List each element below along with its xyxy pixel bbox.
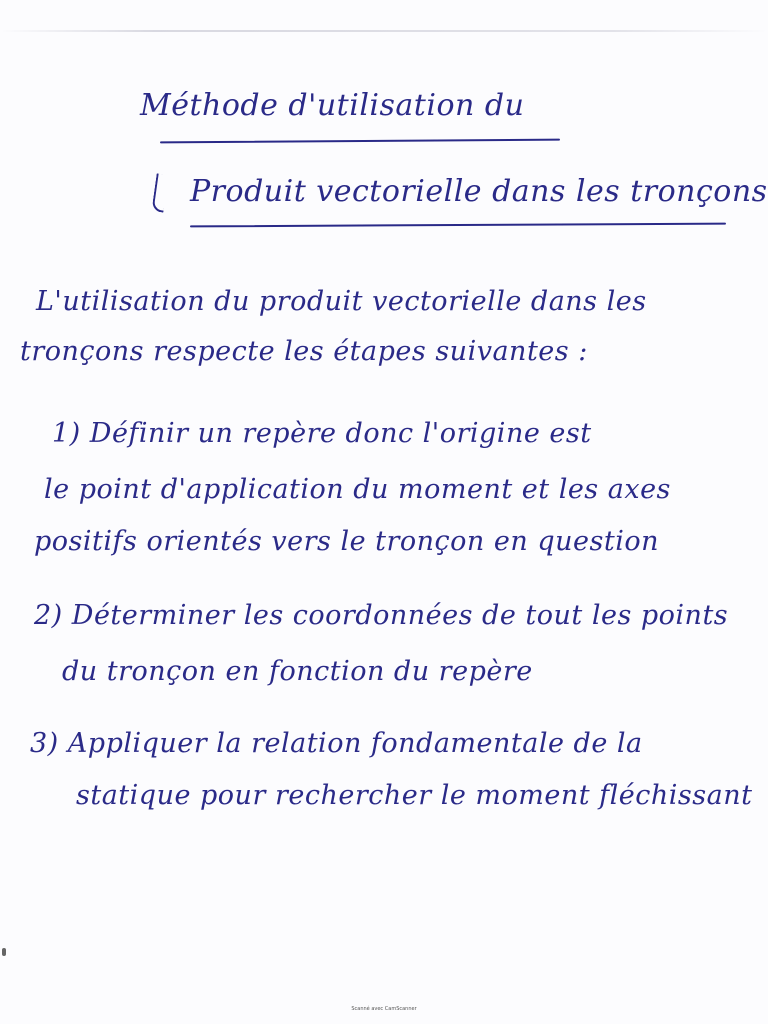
step-2-line-2: du tronçon en fonction du repère: [62, 656, 533, 687]
intro-line-2: tronçons respecte les étapes suivantes :: [20, 336, 588, 367]
step-2-line-1: 2) Déterminer les coordonnées de tout les points: [34, 600, 729, 631]
intro-line-1: L'utilisation du produit vectorielle dans les: [36, 286, 647, 317]
margin-mark: [2, 948, 6, 956]
step-1-line-1: 1) Définir un repère donc l'origine est: [52, 418, 592, 449]
title-underline-1: [160, 139, 560, 144]
step-3-line-1: 3) Appliquer la relation fondamentale de la: [30, 728, 643, 759]
step-1-line-2: le point d'application du moment et les axes: [44, 474, 671, 505]
step-3-line-2: statique pour rechercher le moment fléchissant: [76, 780, 753, 811]
title-hook-mark: [151, 173, 168, 212]
title-line-1: Méthode d'utilisation du: [140, 88, 525, 123]
title-line-2: Produit vectorielle dans les tronçons: [190, 174, 768, 209]
title-underline-2: [190, 223, 726, 228]
page-top-edge: [0, 30, 768, 32]
step-1-line-3: positifs orientés vers le tronçon en question: [34, 526, 659, 557]
scanner-footer: Scanné avec CamScanner: [351, 1006, 417, 1012]
